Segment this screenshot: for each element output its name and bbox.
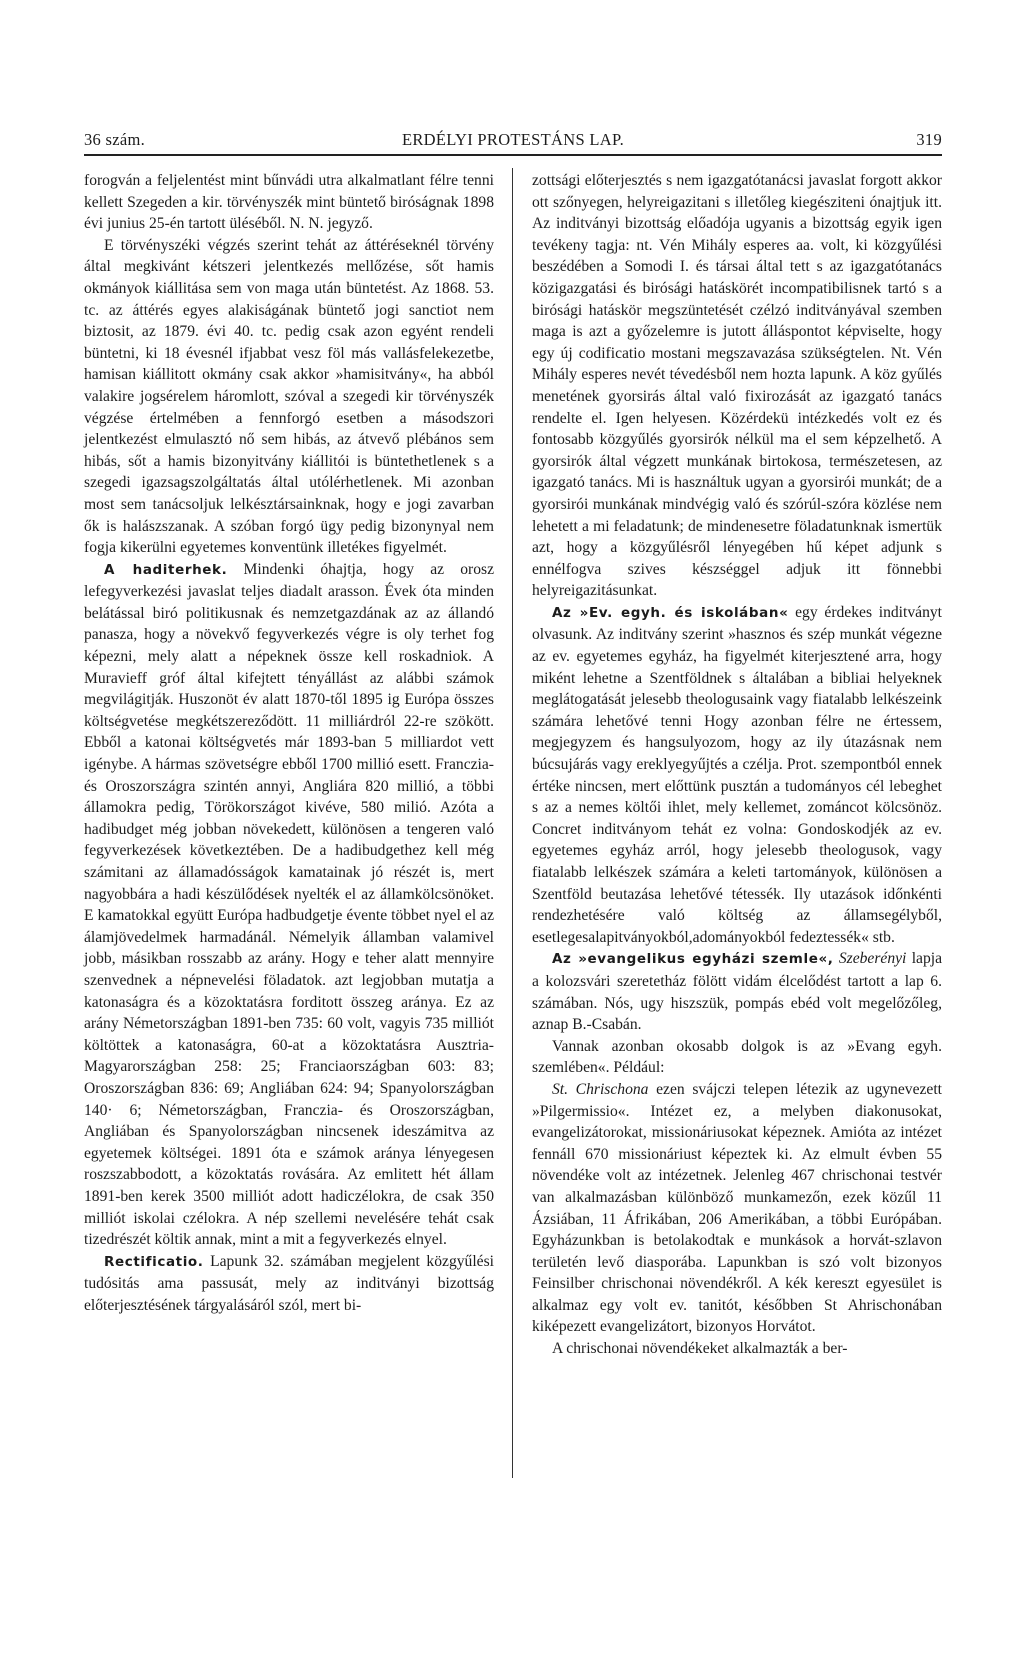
paragraph-ev-egyh — [532, 602, 942, 949]
section-heading: Rectificatio. — [104, 1253, 204, 1270]
paragraph: Vannak azonban okosabb dolgok is az »Evang egyh. szemlében«. Például: — [532, 1037, 942, 1077]
italic-name: St. Chrischona — [552, 1080, 649, 1098]
journal-title: ERDÉLYI PROTESTÁNS LAP. — [401, 130, 625, 149]
column-divider — [512, 168, 513, 1478]
left-column — [84, 170, 494, 1316]
paragraph-text: lapja a kolozsvári szeretetház fölött vidám élcelődést tartott a lap 6. számában. Nós, ugy hiszszük, pompás ebéd volt megelőzőleg, aznap B.-Csabán. — [532, 950, 942, 1034]
paragraph-haditerhek — [84, 559, 494, 1251]
paragraph-text: egy érdekes inditványt olvasunk. Az inditvány szerint »hasznos és szép munkát végezne az ev. egyetemes egyház, ha figyelmét kiterjesztené arra, hogy miként lehetne a Szentföldnek s általában a bibliai helyeknek meglátogatását jelesebb theologusaink vagy fiatalabb lelkészeink számára lehetővé tenni Hogy azonban félre ne értessem, megjegyzem és hangsulyozom, hogy az ily útazásnak nem búcsujárás vagy ereklyegyűjtés a czélja. Prot. szempontból ennek értéke nincsen, mert előttünk pusztán a tudományos cél lebeghet s az a nemes költői ihlet, mely kellemet, zománcot kölcsönöz. Concret inditványom tehát ez volna: Gondoskodjék az ev. egyetemes egyház arról, hogy jelesebb theologusok, vagy fiatalabb lelkészek számára a keleti tartományok, különösen a Szentföld beutazása lehetővé tétessék. Ily utazások időnkénti rendezhetésére való költség az államsegélyből, esetlegesalapitványokból,adományokból fedeztessék« stb. — [532, 603, 942, 946]
page-header — [84, 130, 942, 156]
paragraph: E törvényszéki végzés szerint tehát az áttéréseknél törvény által megkivánt kétszeri jelentkezés mellőzése, sőt hamis okmányok kiállitása sem von maga után büntetést. Az 1868. 53. tc. az áttérés egyes alakiságának büntető jogi sanctiot nem biztosit, az 1879. évi 40. tc. pedig csak azon egyént rendeli büntetni, ki 18 évesnél ifjabbat vesz föl más vallásfelekezetbe, hamisan kiállitott okmány csak akkor »hamisitvány«, ha abból valakire jogsérelem háromlott, szóval a szegedi kir törvényszék végzése értelmében a fennforgó esetben a másodszori jelentkezést elmulasztó nő sem hibás, az átvevő plébános sem hibás, sőt a hamis bizonyitvány kiállitói is büntethetlenek s a szegedi igazsagszolgáltatás által utólérhetlenek. Mi azonban most sem tanácsoljuk lelkésztársainknak, hogy e jogi zavarban ők is halászszanak. A szóban forgó ügy pedig bizonynyal nem fogja kikerülni egyetemes konventünk illetékes figyelmét. — [84, 236, 494, 557]
section-heading: A haditerhek. — [104, 561, 228, 578]
paragraph: forogván a feljelentést mint bűnvádi utra alkalmatlant félre tenni kellett Szegeden a kir. törvényszék mint büntető biróságnak 1898 évi junius 25-én tartott üléséből. N. N. jegyző. — [84, 172, 494, 233]
italic-name: Szeberényi — [838, 950, 907, 968]
paragraph-text: ezen svájczi telepen létezik az ugynevezett »Pilgermissio«. Intézet ez, a melyben diakonusokat, evangelizátorokat, missionáriusokat képeznek. Amióta az intézet fennáll 670 missionáriust képeztek ki. Az elmult évben 55 növendéke volt az intézetnek. Jelenleg 467 chrischonai testvér van alkalmazásban különböző munkamezőn, ezek közűl 11 Ázsiában, 11 Áfrikában, 206 Amerikában, a többi Európában. Egyházunkban is betolakodtak e munkások a horvát-szlavon területén levő diasporába. Lapunkban is szó volt bizonyos Feinsilber chrischonai növendékről. A kék kereszt egyesület is alkalmaz egy volt ev. tanitót, későbben St Ahrischonában kiképezett evangelizátort, bizonyos Horvátot. — [532, 1080, 943, 1336]
paragraph-text: Mindenki óhajtja, hogy az orosz lefegyverkezési javaslat teljes diadalt arasson. Évek óta minden belátással biró politikusnak és nemzetgazdának az az állandó panasza, hogy a növekvő fegyverkezés végre is oly terhet fog képezni, mely alatt a népeknek össze kell roskadniok. A Muravieff gróf által kifejtett tényállást az alábbi számok megvilágitják. Huszonöt év alatt 1870-től 1895 ig Európa összes költségvetése megkétszereződött. 11 milliárdról 22-re szökött. Ebből a katonai költségvetés már 1893-ban 5 milliardot vett igénybe. A hármas szövetségre ebből 1700 millió esett. Franczia- és Oroszországra szintén annyi, Angliára 820 millió, a többi államokra pedig, Törökországot kivéve, 580 milió. Azóta a hadibudget még jobban növekedett, különösen a tengeren való fegyverkezések következtében. De a hadibudgethez kell még számitani az államadósságok kamatainak jó részét is, mert nagyobbára a hadi készülődések nyelték el az államkölcsönöket. E kamatokkal együtt Európa hadbudgetje évente többet nyel el az álamjövedelmek harmadánál. Némelyik államban valamivel jobb, másikban rosszabb az arány. Hogy e teher alatt mennyire szenvednek a népnevelési föladatok. azt legjobban mutatja a katonaságra és a közoktatásra forditott összeg aránya. Ez az arány Németországban 1891-ben 735: 60 volt, vagyis 735 milliót költöttek a katonaságra, 60-at a közoktatásra Ausztria-Magyarországban 258: 25; Franciaországban 603: 83; Oroszországban 836: 69; Angliában 624: 94; Spanyolországban 140· 6; Németországban, Franczia- és Oroszországban, Angliában és Spanyolországban nincsenek ideszámitva az egyetemek költségei. 1891 óta e számok aránya lényegesen roszszabbodott, a közoktatás rovására. Az emlitett hét állam 1891-ben kerek 3500 milliót adott hadiczélokra, de csak 350 milliót iskolai czélokra. A nép szellemi nevelésére tehát csak tizedrészét költik annak, mint a mit a fegyverkezés elnyel. — [84, 560, 494, 1249]
right-column — [532, 170, 942, 1360]
paragraph-text: Lapunk 32. számában megjelent közgyűlési tudósitás ama passusát, mely az inditványi bizottság előterjesztésének tárgyalásáról szól, mert bi- — [84, 1252, 494, 1314]
section-heading: Az »Ev. egyh. és iskolában« — [552, 604, 789, 621]
page-number: 319 — [916, 130, 942, 149]
paragraph-chrischona — [532, 1079, 942, 1338]
paragraph: A chrischonai növendékeket alkalmazták a ber- — [552, 1340, 848, 1358]
section-heading: Az »evangelikus egyházi szemle«, — [552, 951, 834, 968]
paragraph: zottsági előterjesztés s nem igazgatótanácsi javaslat forgott akkor ott szőnyegen, helyreigazitani s illetőleg kiegésziteni ónajtjuk itt. Az inditványi bizottság előadója ugyanis a bizottság egyik igen tevékeny tagja: nt. Vén Mihály esperes aa. volt, ki közgyűlési beszédében a Somodi I. és társai által tett s az igazgatótanács közigazgatási és birósági hatáskörét incompatibilisnek tartó s a birósági hatáskör megszüntetését czélzó inditványával szemben maga is azt a győzelemre is jutott álláspontot képviselte, hogy egy új codificatio mostani megszavazása szükségtelen. Nt. Vén Mihály esperes nevét tévedésből nem hozta lapunk. A köz gyűlés menetének gyorsirás által való fixirozását az igazgató tanács rendelte el. Igen helyesen. Közérdekü intézkedés volt ez és fontosabb közgyűlés gyorsirók nélkül ma el sem képzelhető. A gyorsirók által végzett munkának birtokosa, természetesen, az igazgató tanács. Mi is használtuk ugyan a gyorsirói munkát; de a gyorsirói munkának mindvégig való és szórúl-szóra közlése nem lehetett a mi feladatunk; de mindenesetre föladatunknak ismertük azt, hogy a közgyűlésről lényegében hű képet adjunk s ennélfogva szives készséggel adjuk itt fönnebbi helyreigazitásunkat. — [532, 172, 942, 600]
paragraph-rectificatio — [84, 1251, 494, 1317]
issue-number: 36 szám. — [84, 130, 146, 149]
paragraph-evangelikus-szemle — [532, 948, 942, 1035]
header-rule — [84, 154, 942, 156]
